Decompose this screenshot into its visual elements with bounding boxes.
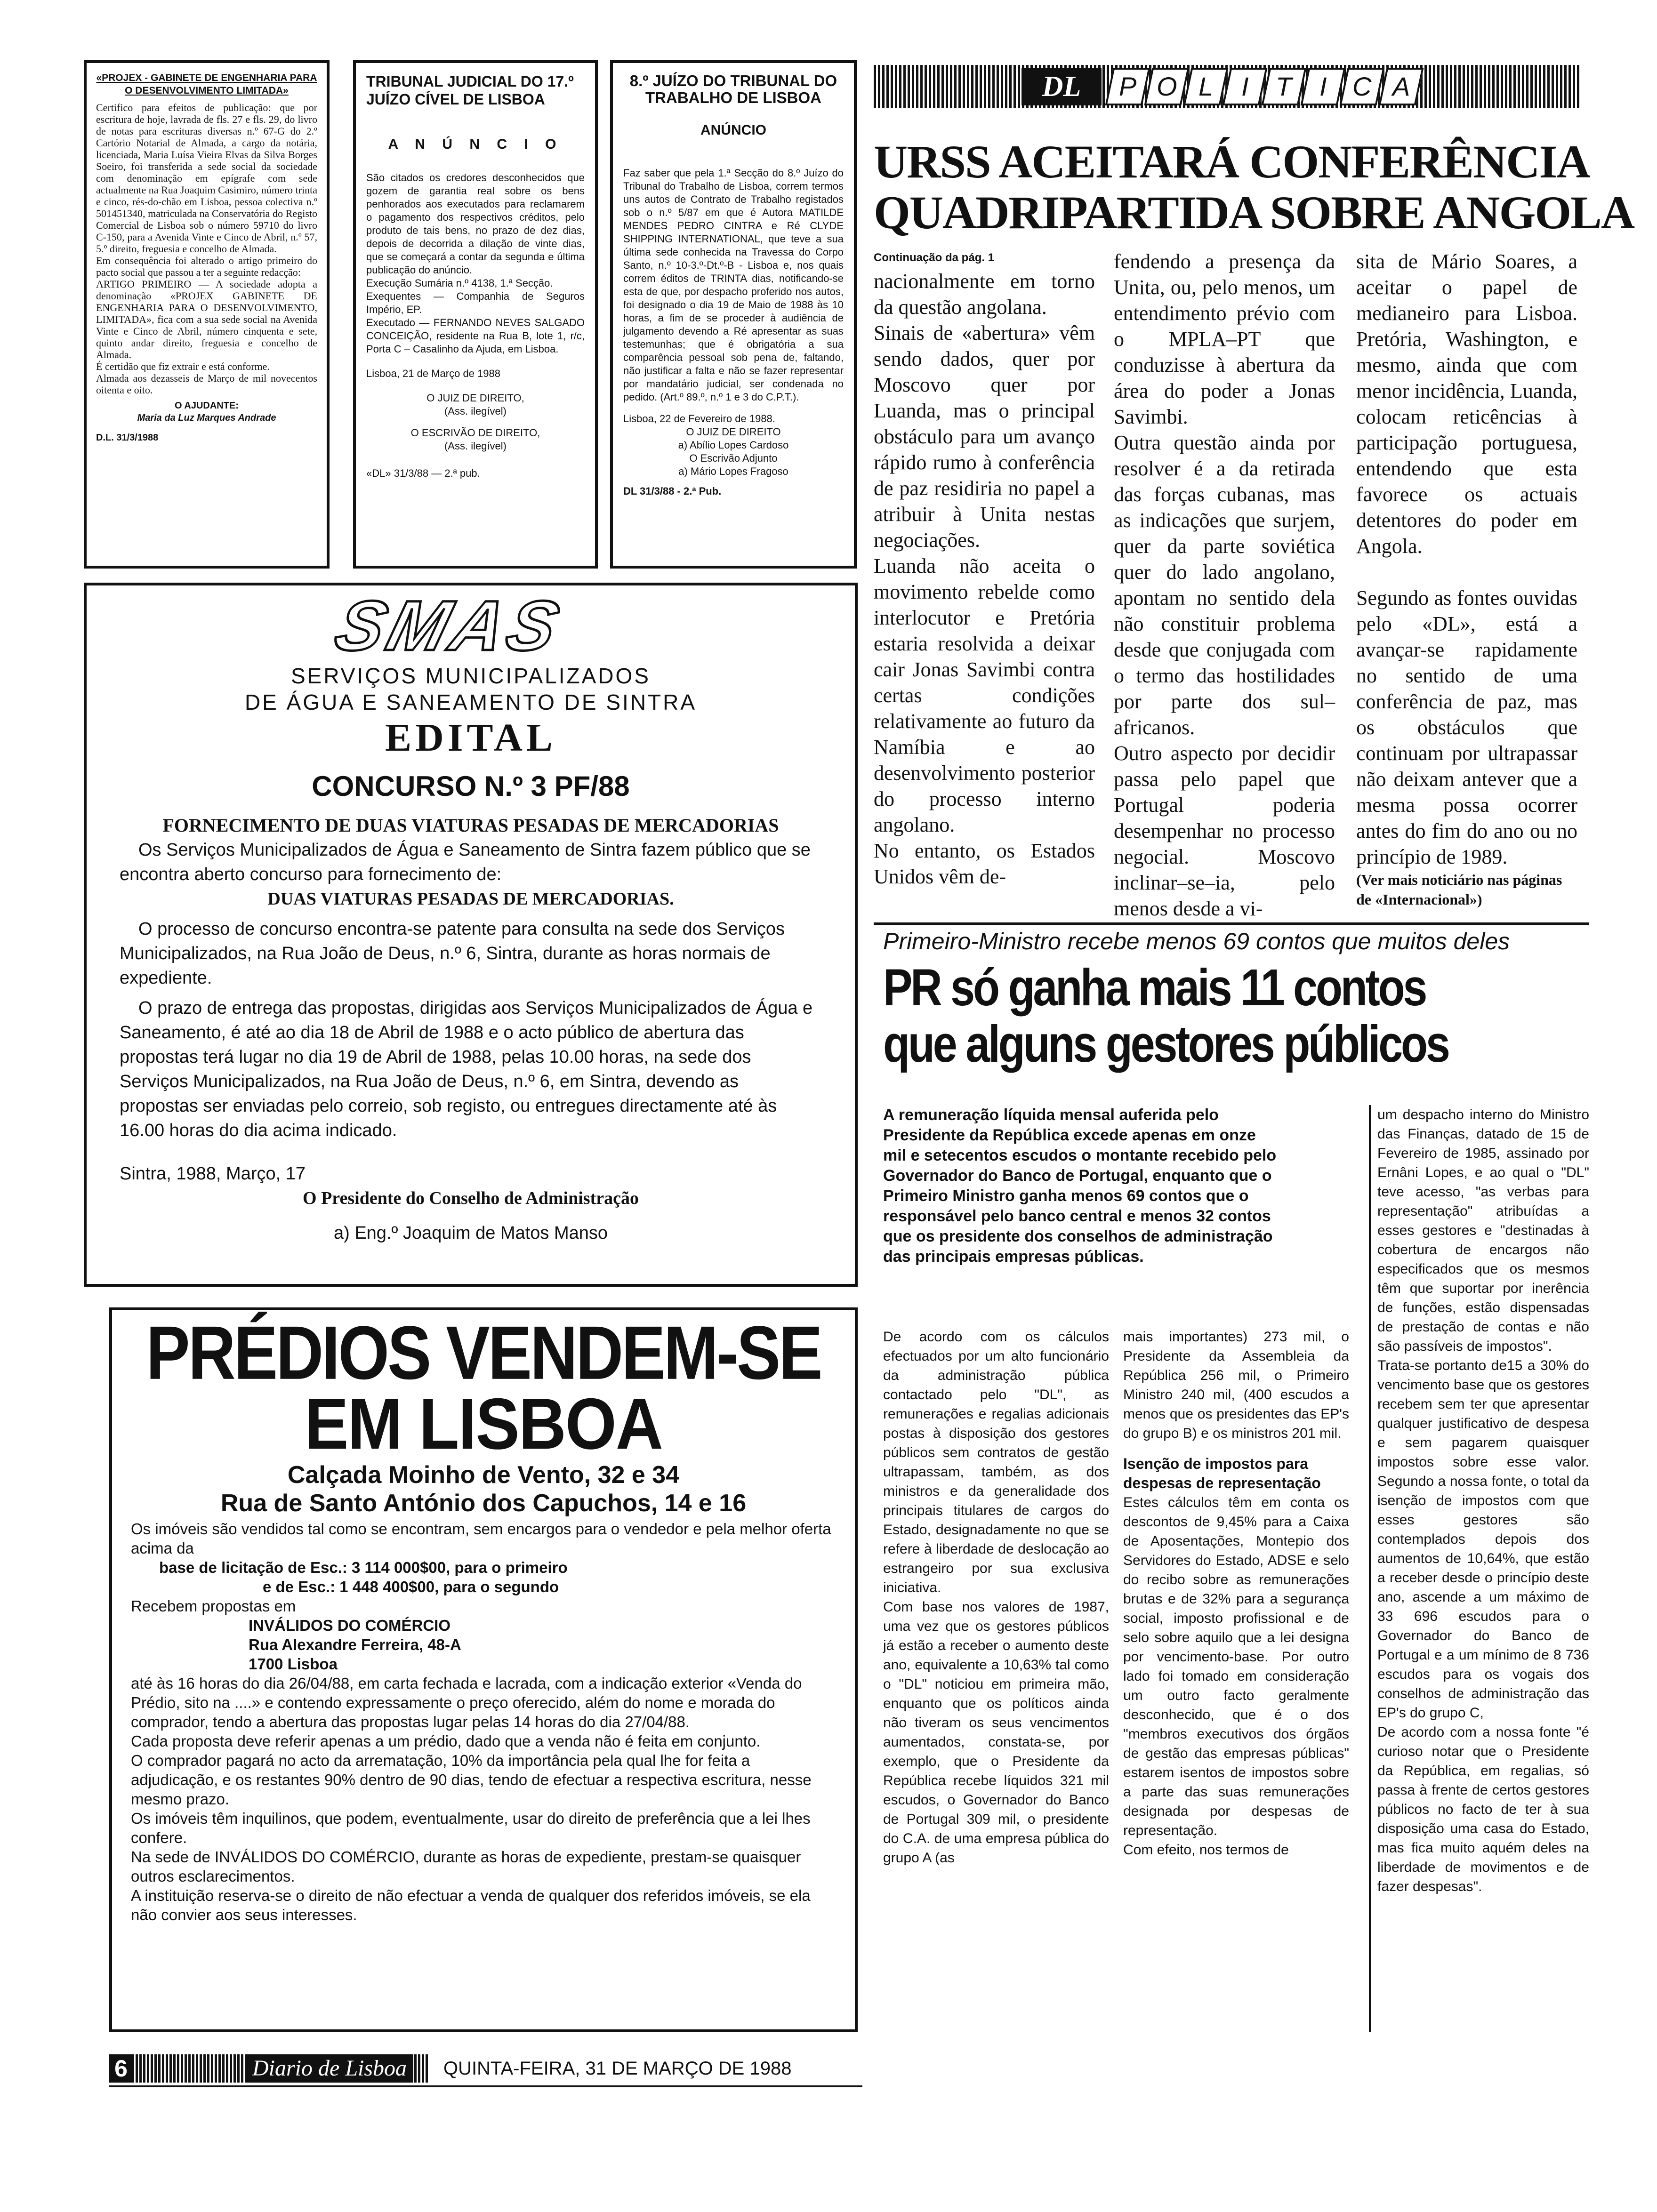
article-column-3-text: sita de Mário Soares, a aceitar o papel de medianeiro para Lisboa. Pretória, Washington, e mesmo, ainda que com menor incidência, Luanda, colocam reticências à participação portuguesa, entendendo que esta favorece os actuais detentores do poder em Angola. Segundo as fontes ouvidas pelo «DL», está a avançar-se rapidamente no sentido de uma conferência de paz, mas os obstáculos que continuam por ultrapassar não deixam antever que a mesma possa ocorrer antes do fim do ano ou no princípio de 1989. — [1356, 250, 1577, 868]
article-column-2-text-a: mais importantes) 273 mil, o Presidente da Assembleia da República 256 mil, o Primeiro Ministro 240 mil, (400 escudos a menos que os presidentes das EP's do grupo B) e os ministros 201 mil. — [1123, 1329, 1349, 1441]
section-letter-4 — [1222, 68, 1267, 105]
edital-org-line1: SERVIÇOS MUNICIPALIZADOS — [291, 664, 651, 688]
legal-notice-tribunal-trabalho — [610, 60, 857, 569]
section-letter-text: O — [1156, 72, 1177, 101]
section-header — [874, 65, 1580, 108]
advert-institution: INVÁLIDOS DO COMÉRCIO Rua Alexandre Ferreira, 48-A 1700 Lisboa — [249, 1617, 461, 1673]
notice-reference: D.L. 31/3/1988 — [96, 433, 159, 443]
article-see-more-note: (Ver mais noticiário nas páginas de «Internacional») — [1356, 871, 1562, 908]
article-headline-line2: QUADRIPARTIDA SOBRE ANGOLA — [874, 186, 1634, 239]
notice-title: «PROJEX - GABINETE DE ENGENHARIA PARA O DESENVOLVIMENTO LIMITADA» — [96, 72, 317, 96]
notice-body: Certifico para efeitos de publicação: que por escritura de hoje, lavrada de fls. 27 e fls. 29, do livro de notas para escrituras diversas n.º 67-G do 2.º Cartório Notarial de Almada, a cargo da notária, licenciada, Maria Luísa Vieira Elvas da Silva Borges Soeiro, foi transferida a sede social da sociedade com denominação em epígrafe com sede actualmente na Rua Joaquim Casimiro, número trinta e cinco, rés-do-chão em Lisboa, pessoa colectiva n.º 501451340, matriculada na Conservatória do Registo Comercial de Lisboa sob o número 59710 do livro C-150, para a Avenida Vinte e Cinco de Abril, n.º 57, 5.º direito, freguesia e concelho de Almada. Em consequência foi alterado o artigo primeiro do pacto social que passou a ter a seguinte redacção: ARTIGO PRIMEIRO — A sociedade adopta a denominação «PROJEX GABINETE DE ENGENHARIA PARA O DESENVOLVIMENTO, LIMITADA», fica com a sua sede social na Avenida Vinte e Cinco de Abril, número cinquenta e sete, quinto andar direito, freguesia e concelho de Almada. É certidão que fiz extrair e está conforme. Almada aos dezasseis de Março de mil novecentos oitenta e oito. — [96, 102, 317, 396]
article-column-1: De acordo com os cálculos efectuados por um alto funcionário da administração pública contactado pelo "DL", as remunerações e regalias adicionais postas à disposição dos gestores públicos sem contratos de gestão ultrapassam, também, as dos ministros e da generalidade dos principais titulares de cargos do Estado, designadamente no que se refere à liberdade de deslocação ao estrangeiro por sua exclusiva iniciativa. Com base nos valores de 1987, uma vez que os gestores públicos já estão a receber o aumento deste ano, equivalente a 10,63% tal como o "DL" noticiou em primeira mão, enquanto que os políticos ainda não tiveram os seus vencimentos aumentados, constata-se, por exemplo, que o Presidente da República recebe líquidos 321 mil escudos, o Governador do Banco de Portugal 309 mil, o presidente do C.A. de uma empresa pública do grupo A (as — [883, 1329, 1109, 1866]
article-headline-line2: que alguns gestores públicos — [883, 1015, 1448, 1073]
article-lead: A remuneração líquida mensal auferida pelo Presidente da República excede apenas em onze mil e setecentos escudos o montante recebido pelo Governador do Banco de Portugal, enquanto que o Primeiro Ministro ganha menos 69 contos que o responsável pelo banco central e menos 32 contos que os presidente dos conselhos de administração das principais empresas públicas. — [883, 1106, 1277, 1266]
edital-signer-title: O Presidente do Conselho de Administração — [303, 1188, 639, 1208]
advert-address-2: Rua de Santo António dos Capuchos, 14 e 16 — [220, 1490, 747, 1517]
article-kicker: Primeiro-Ministro recebe menos 69 contos que muitos deles — [883, 928, 1510, 954]
article-column-2-text-b: Estes cálculos têm em conta os descontos de 9,45% para a Caixa de Aposentações, Montepio dos Servidores do Estado, ADSE e selo do recibo sobre as remunerações brutas e de 32% para a segurança social, imposto profissional e de selo sobre aquilo que a lei designa por vencimento-base. Por outro lado foi tomado em consideração um outro facto geralmente desconhecido, que é o dos "membros executivos dos órgãos de gestão das empresas públicas" estarem isentos de impostos sobre a parte das suas remunerações designada por despesas de representação. Com efeito, nos termos de — [1123, 1495, 1349, 1858]
edital-paragraph-1: Os Serviços Municipalizados de Água e Saneamento de Sintra fazem público que se encontra aberto concurso para fornecimento de: — [120, 840, 811, 884]
notice-date: Lisboa, 22 de Fevereiro de 1988. — [623, 413, 775, 425]
notice-signature: O JUIZ DE DIREITO a) Abílio Lopes Cardoso O Escrivão Adjunto a) Mário Lopes Fragoso — [678, 426, 789, 477]
edital-paragraph-2: O processo de concurso encontra-se patente para consulta na sede dos Serviços Municipalizados, na Rua João de Deus, n.º 6, Sintra, durante as horas normais de expediente. — [120, 919, 785, 988]
page-footer — [109, 2050, 862, 2106]
advert-paragraph-7: Na sede de INVÁLIDOS DO COMÉRCIO, durante as horas de expediente, prestam-se quaisquer outros esclarecimentos. — [131, 1848, 801, 1885]
article-column-3: um despacho interno do Ministro das Finanças, datado de 15 de Fevereiro de 1985, assinado por Ernâni Lopes, e ao qual o "DL" teve acesso, "as verbas para representação" atribuídas a esses gestores e "destinadas à cobertura de encargos não especificados que os mesmos têm que suportar por inerência de funções, estão dispensadas de prestação de contas e não são passíveis de impostos". Trata-se portanto de15 a 30% do vencimento base que os gestores recebem sem ter que apresentar qualquer justificativo de despesa e sem pagarem quaisquer impostos sobre esse valor. Segundo a nossa fonte, o total da isenção de impostos com que esses gestores são contemplados depois dos aumentos de 10,64%, que estão a receber desde o princípio deste ano, ascende a um máximo de 33 696 escudos para o Governador do Banco de Portugal e a um mínimo de 8 736 escudos para os vogais dos conselhos de administração das EP's do grupo C, De acordo com a nossa fonte "é curioso notar que o Presidente da República, em regalias, só passa à frente de certos gestores públicos no facto de ter à sua disposição uma casa do Estado, mas fica muito aquém deles na liberdade de movimentos e de fazer despesas". — [1377, 1107, 1589, 1894]
article-pr-salario — [874, 922, 1599, 2033]
notice-heading: ANÚNCIO — [700, 122, 766, 138]
smas-logo-text: SMAS — [327, 586, 572, 665]
section-letter-text: T — [1276, 72, 1292, 101]
article-column-2 — [1123, 1327, 1349, 1859]
notice-title: 8.º JUÍZO DO TRIBUNAL DO TRABALHO DE LISBOA — [629, 72, 837, 106]
footer-paper-name: Diario de Lisboa — [246, 2054, 413, 2083]
advert-base-price-1: base de licitação de Esc.: 3 114 000$00, para o primeiro — [159, 1559, 568, 1576]
legal-notice-projex — [84, 60, 330, 569]
advert-paragraph-5: O comprador pagará no acto da arrematação, 10% da importância pela qual lhe for feita a adjudicação, e os restantes 90% dentro de 90 dias, tendo de efectuar a respectiva escritura, nesse mesmo prazo. — [131, 1752, 812, 1808]
edital-date: Sintra, 1988, Março, 17 — [120, 1164, 306, 1184]
edital-signer-name: a) Eng.º Joaquim de Matos Manso — [333, 1223, 608, 1243]
article-column-divider — [1369, 1105, 1371, 2032]
edital-paragraph-1b: DUAS VIATURAS PESADAS DE MERCADORIAS. — [267, 889, 674, 909]
advert-paragraph-8: A instituição reserva-se o direito de não efectuar a venda de qualquer dos referidos imóveis, se ela não convier aos seus interesses. — [131, 1887, 811, 1923]
section-logo-text: DL — [1042, 71, 1081, 103]
section-letter-text: P — [1118, 72, 1137, 101]
section-letter-3 — [1183, 68, 1228, 105]
edital-concurso: CONCURSO N.º 3 PF/88 — [312, 770, 630, 802]
advert-paragraph-2: Recebem propostas em — [131, 1597, 296, 1615]
notice-body: Faz saber que pela 1.ª Secção do 8.º Juízo do Tribunal do Trabalho de Lisboa, correm termos uns autos de Contrato de Trabalho registados sob o n.º 5/87 em que é Autora MATILDE MENDES PEDRO CINTRA e Ré CLYDE SHIPPING INTERNATIONAL, que teve a sua última sede conhecida na Travessa do Corpo Santo, n.º 10-3.º-Dt.º-B - Lisboa e, nos quais correm éditos de TRINTA dias, notificando-se esta de que, por despacho proferido nos autos, foi designado o dia 19 de Maio de 1988 às 10 horas, a fim de se proceder à audiência de julgamento devendo a Ré apresentar as suas testemunhas; que é obrigatória a sua comparência pessoal sob pena de, faltando, não justificar a falta e não se fazer representar por mandatário judicial, ser condenada no pedido. (Art.º 89.º, n.º 1 e 3 do C.P.T.). — [623, 167, 844, 403]
legal-notice-tribunal-civel — [353, 60, 598, 569]
advert-paragraph-6: Os imóveis têm inquilinos, que podem, eventualmente, usar do direito de preferência que a lei lhes confere. — [131, 1810, 811, 1846]
section-letter-text: A — [1392, 72, 1410, 101]
section-letter-1 — [1105, 68, 1150, 105]
section-letter-text: L — [1198, 72, 1214, 101]
edital-smas — [84, 583, 858, 1287]
edital-title: EDITAL — [385, 716, 556, 760]
article-subheading: Isenção de impostos para despesas de representação — [1123, 1455, 1321, 1491]
article-urss-angola — [874, 136, 1634, 920]
article-rule — [874, 922, 1589, 925]
advert-paragraph-4: Cada proposta deve referir apenas a um prédio, dado que a venda não é feita em conjunto. — [131, 1732, 761, 1750]
article-column-1: nacionalmente em torno da questão angolana. Sinais de «abertura» vêm sendo dados, quer por Moscovo quer por Luanda, mas o principal obstáculo para um avanço rápido rumo à conferência de paz residiria no papel a atribuir à Unita nestas negociações. Luanda não aceita o movimento rebelde como interlocutor e Pretória estaria resolvida a deixar cair Jonas Savimbi contra certas condições relativamente ao futuro da Namíbia e ao desenvolvimento posterior do processo interno angolano. No entanto, os Estados Unidos vêm de- — [874, 270, 1095, 888]
article-column-3 — [1356, 248, 1577, 909]
advert-predios — [109, 1307, 858, 2032]
advert-base-price-2: e de Esc.: 1 448 400$00, para o segundo — [263, 1578, 559, 1595]
edital-subject: FORNECIMENTO DE DUAS VIATURAS PESADAS DE MERCADORIAS — [162, 815, 779, 836]
notice-title: TRIBUNAL JUDICIAL DO 17.º JUÍZO CÍVEL DE LISBOA — [366, 73, 574, 108]
footer-date: QUINTA-FEIRA, 31 DE MARÇO DE 1988 — [443, 2058, 792, 2079]
section-letter-5 — [1261, 68, 1306, 105]
notice-reference: «DL» 31/3/88 — 2.ª pub. — [366, 467, 480, 479]
notice-date: Lisboa, 21 de Março de 1988 — [366, 368, 500, 379]
edital-paragraph-3: O prazo de entrega das propostas, dirigidas aos Serviços Municipalizados de Água e Saneamento, é até ao dia 18 de Abril de 1988 e o acto público de abertura das propostas terá lugar no dia 19 de Abril de 1988, pelas 10.00 horas, na sede dos Serviços Municipalizados, na Rua João de Deus, n.º 6, em Sintra, devendo as propostas ser enviadas pelo correio, sob registo, ou entregues directamente até às 16.00 horas do dia acima indicado. — [120, 998, 813, 1140]
article-continued-label: Continuação da pág. 1 — [874, 251, 995, 264]
advert-headline-2: EM LISBOA — [305, 1383, 662, 1465]
advert-paragraph-3: até às 16 horas do dia 26/04/88, em carta fechada e lacrada, com a indicação exterior «Venda do Prédio, sito na ....» e contendo expressamente o preço oferecido, além do nome e morada do comprador, tendo a abertura das propostas lugar pelas 14 horas do dia 27/04/88. — [131, 1675, 802, 1731]
article-column-2: fendendo a presença da Unita, ou, pelo menos, um entendimento prévio com o MPLA–PT que conduzisse à abertura da área do poder a Jonas Savimbi. Outra questão ainda por resolver é a da retirada das forças cubanas, mas as indicações que surjem, quer da parte soviética quer do lado angolano, apontam no sentido dela não constituir problema desde que conjugada com o termo das hostilidades por parte dos sul–africanos. Outro aspecto por decidir passa pelo papel que Portugal poderia desempenhar no processo negocial. Moscovo inclinar–se–ia, pelo menos desde a vi- — [1114, 250, 1335, 920]
section-letter-text: I — [1319, 72, 1327, 101]
section-letter-text: C — [1352, 72, 1372, 101]
footer-page-number: 6 — [109, 2054, 133, 2083]
section-letter-text: I — [1241, 72, 1249, 101]
article-headline-line1: URSS ACEITARÁ CONFERÊNCIA — [874, 136, 1590, 188]
advert-paragraph-1: Os imóveis são vendidos tal como se encontram, sem encargos para o vendedor e pela melhor oferta acima da — [131, 1520, 831, 1557]
section-letters — [1109, 68, 1420, 105]
notice-signature-judge: O JUIZ DE DIREITO, (Ass. ilegível) — [426, 392, 524, 417]
notice-signature-clerk: O ESCRIVÃO DE DIREITO, (Ass. ilegível) — [410, 427, 540, 452]
smas-logo — [77, 586, 822, 665]
section-letter-7 — [1339, 68, 1384, 105]
article-headline-line1: PR só ganha mais 11 contos — [883, 959, 1426, 1017]
edital-org-line2: DE ÁGUA E SANEAMENTO DE SINTRA — [244, 690, 697, 714]
section-letter-6 — [1300, 68, 1345, 105]
notice-signer-name: Maria da Luz Marques Andrade — [137, 413, 276, 423]
notice-heading: A N Ú N C I O — [388, 136, 563, 152]
section-letter-2 — [1144, 68, 1189, 105]
advert-headline-1: PRÉDIOS VENDEM-SE — [146, 1310, 821, 1395]
section-logo — [1022, 68, 1102, 105]
footer-rule — [109, 2085, 862, 2087]
section-letter-8 — [1378, 68, 1424, 105]
notice-reference: DL 31/3/88 - 2.ª Pub. — [623, 485, 722, 497]
notice-body: São citados os credores desconhecidos que gozem de garantia real sobre os bens penhorados aos executados para reclamarem o pagamento dos respectivos créditos, pelo produto de tais bens, no prazo de dez dias, depois de decorrida a dilação de vinte dias, que se começará a contar da segunda e última publicação do anúncio. Execução Sumária n.º 4138, 1.ª Secção. Exequentes — Companhia de Seguros Império, EP. Executado — FERNANDO NEVES SALGADO CONCEIÇÃO, residente na Rua B, lote 1, r/c, Porta C – Casalinho da Ajuda, em Lisboa. — [366, 172, 585, 355]
advert-address-1: Calçada Moinho de Vento, 32 e 34 — [287, 1461, 680, 1489]
notice-signer-label: O AJUDANTE: — [175, 401, 239, 411]
